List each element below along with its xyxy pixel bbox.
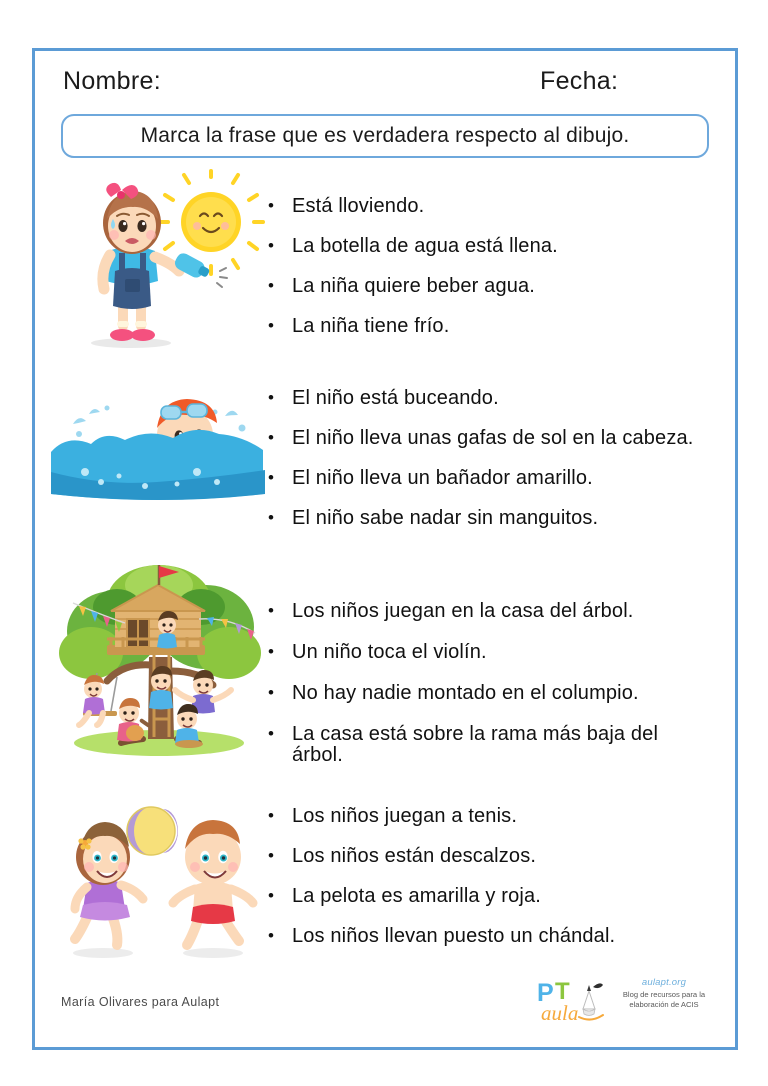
exercise-4-statements [268,806,698,966]
instruction-box [61,114,709,158]
bullet-glyph: • [268,468,275,487]
statement-text: Los niños están descalzos. [292,845,537,867]
bullet-glyph: • [268,601,275,620]
statement-option[interactable] [268,724,708,766]
statement-option[interactable] [268,428,698,449]
bullet-glyph: • [268,276,275,295]
statement-text: La botella de agua está llena. [292,235,558,257]
worksheet-header [35,67,735,113]
logo-letter-t: T [555,978,570,1005]
statement-option[interactable] [268,806,698,827]
bullet-glyph: • [268,642,275,661]
logo-word-aula: aula [541,1001,579,1025]
bullet-glyph: • [268,886,275,905]
instruction-text: Marca la frase que es verdadera respecto al dibujo. [140,124,630,147]
statement-text: Los niños juegan en la casa del árbol. [292,600,634,622]
sun-icon [159,171,263,274]
bullet-glyph: • [268,388,275,407]
statement-option[interactable] [268,601,708,622]
bullet-glyph: • [268,806,275,825]
exercise-4 [35,791,735,981]
statement-option[interactable] [268,196,698,217]
statement-text: La pelota es amarilla y roja. [292,885,541,907]
aulapt-logo-mark [535,975,609,1025]
date-label: Fecha: [540,67,619,95]
statement-option[interactable] [268,508,698,529]
statement-option[interactable] [268,886,698,907]
beach-ball-icon [127,807,178,855]
author-credit: María Olivares para Aulapt [61,995,220,1009]
bullet-glyph: • [268,236,275,255]
statement-text: Un niño toca el violín. [292,641,487,663]
bullet-glyph: • [268,196,275,215]
statement-option[interactable] [268,926,698,947]
logo-letter-p: P [537,979,554,1007]
bullet-glyph: • [268,724,275,743]
exercise-1 [35,171,735,361]
statement-text: No hay nadie montado en el columpio. [292,682,639,704]
bullet-glyph: • [268,846,275,865]
statement-text: La niña quiere beber agua. [292,275,535,297]
statement-option[interactable] [268,642,708,663]
statement-text: El niño está buceando. [292,387,499,409]
statement-text: Está lloviendo. [292,195,425,217]
aulapt-logo-text [613,977,715,1010]
statement-option[interactable] [268,468,698,489]
exercise-2 [35,376,735,546]
statement-text: Los niños llevan puesto un chándal. [292,925,616,947]
logo-tagline: Blog de recursos para la elaboración de ACIS [622,990,706,1010]
statement-text: Los niños juegan a tenis. [292,805,518,827]
exercise-1-statements [268,196,698,356]
exercise-3-statements [268,601,708,786]
bullet-glyph: • [268,683,275,702]
pencil-rocket-icon [579,983,603,1019]
statement-text: El niño sabe nadar sin manguitos. [292,507,599,529]
statement-option[interactable] [268,316,698,337]
exercise-2-statements [268,388,698,548]
girl-with-empty-water-bottle-and-sun-illustration [63,171,268,351]
statement-text: El niño lleva un bañador amarillo. [292,467,593,489]
boy-figure [173,820,253,958]
statement-text: La niña tiene frío. [292,315,450,337]
exercise-3 [35,561,735,776]
statement-option[interactable] [268,236,698,257]
boy-swimming-in-water-illustration [49,390,267,510]
bullet-glyph: • [268,316,275,335]
bullet-glyph: • [268,926,275,945]
aulapt-logo[interactable] [535,973,715,1029]
two-children-playing-with-beach-ball-illustration [53,801,267,961]
statement-option[interactable] [268,683,708,704]
statement-text: El niño lleva unas gafas de sol en la cabeza. [292,427,694,449]
page-frame [32,48,738,1050]
bullet-glyph: • [268,428,275,447]
statement-text: La casa está sobre la rama más baja del árbol. [292,723,659,766]
statement-option[interactable] [268,276,698,297]
statement-option[interactable] [268,388,698,409]
logo-site-url: aulapt.org [641,977,687,988]
bullet-glyph: • [268,508,275,527]
name-label: Nombre: [63,67,161,95]
statement-option[interactable] [268,846,698,867]
children-playing-at-treehouse-illustration [51,561,266,756]
